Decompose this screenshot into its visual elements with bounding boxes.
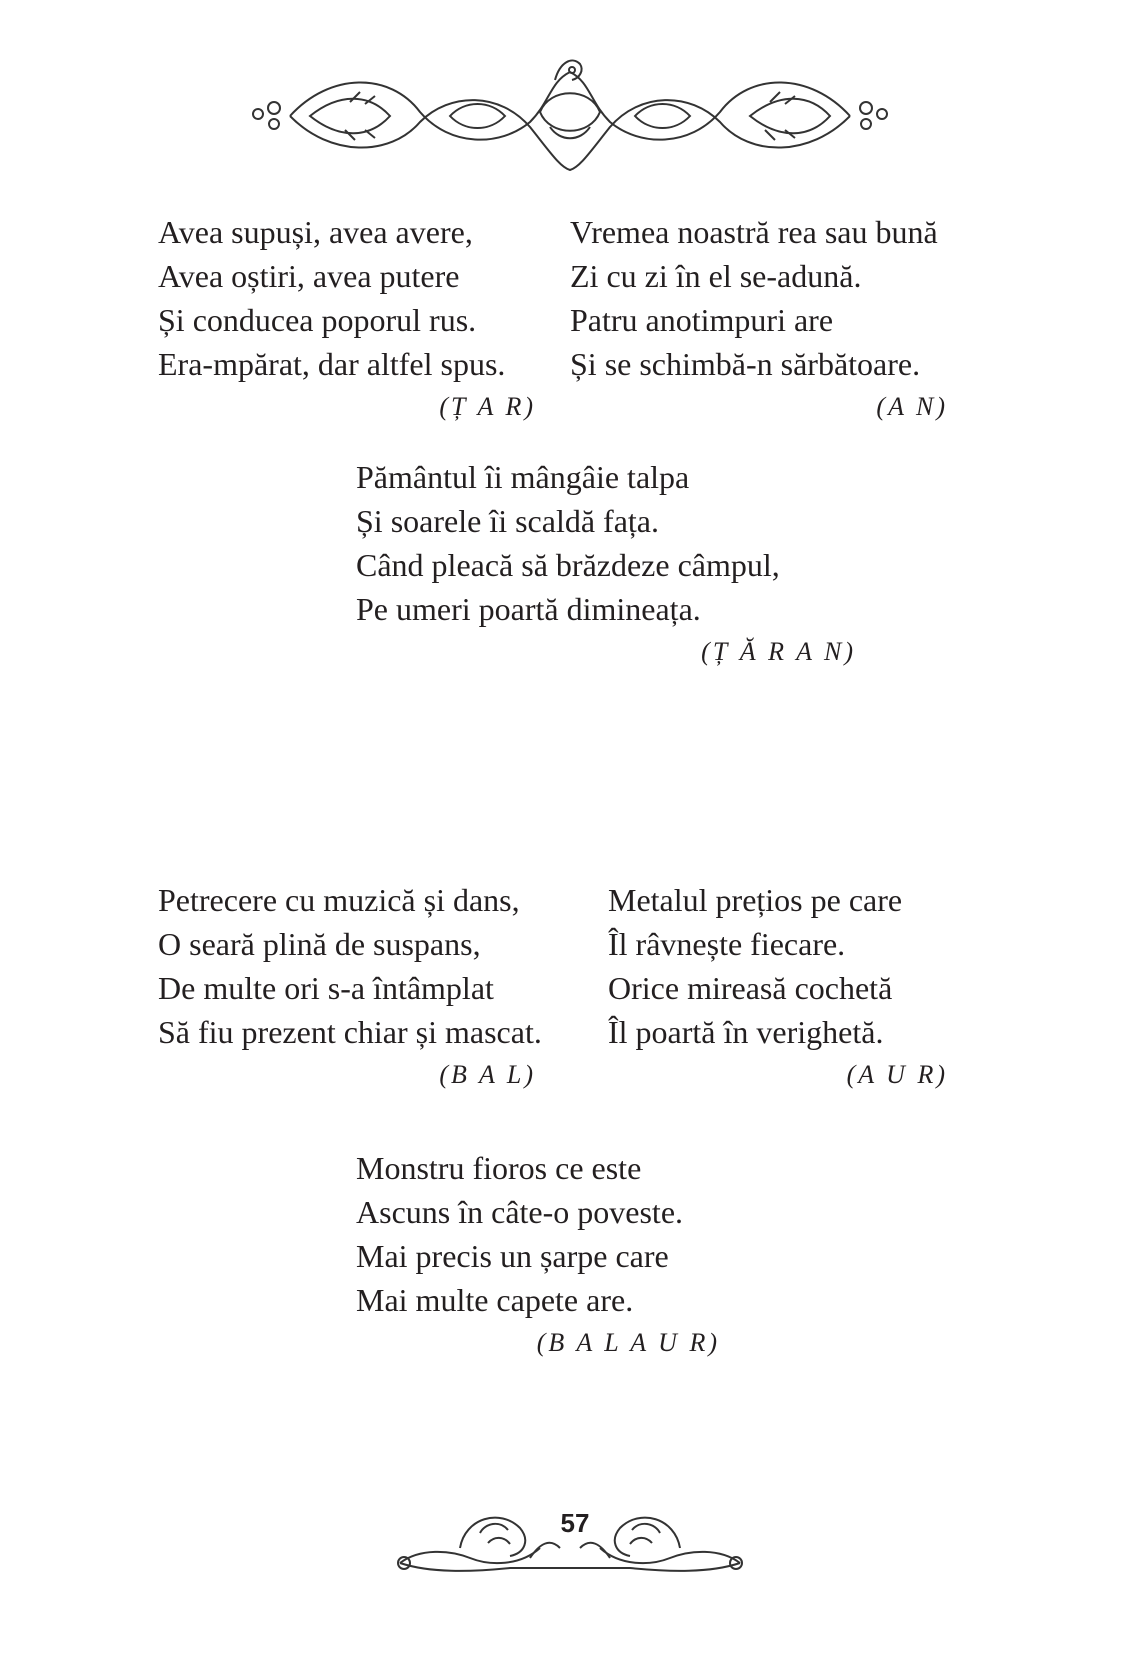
- riddle-line: Patru anotimpuri are: [570, 302, 834, 338]
- riddle-line: Avea oștiri, avea putere: [158, 258, 460, 294]
- page-number: 57: [560, 1508, 590, 1538]
- riddle-bal: [158, 878, 542, 1092]
- riddle-tar: [158, 210, 536, 424]
- riddle-balaur: [356, 1146, 720, 1360]
- riddle-answer: (Ț Ă R A N): [701, 637, 856, 666]
- riddle-line: Petrecere cu muzică și dans,: [158, 882, 520, 918]
- riddle-answer: (A U R): [846, 1060, 948, 1089]
- riddle-line: Mai precis un șarpe care: [356, 1238, 669, 1274]
- riddle-line: Când pleacă să brăzdeze câmpul,: [356, 547, 780, 583]
- riddle-line: Îl râvnește fiecare.: [608, 926, 846, 962]
- riddle-line: Pe umeri poartă dimineața.: [356, 591, 701, 627]
- riddle-an: [570, 210, 948, 424]
- riddle-line: De multe ori s-a întâmplat: [158, 970, 494, 1006]
- riddle-line: Îl poartă în verighetă.: [608, 1014, 884, 1050]
- riddle-line: Orice mireasă cochetă: [608, 970, 893, 1006]
- riddle-line: Și conducea poporul rus.: [158, 302, 477, 338]
- riddle-line: O seară plină de suspans,: [158, 926, 481, 962]
- riddle-answer: (Ț A R): [439, 392, 536, 421]
- riddle-answer: (A N): [876, 392, 948, 421]
- riddle-line: Avea supuși, avea avere,: [158, 214, 473, 250]
- riddle-line: Ascuns în câte-o poveste.: [356, 1194, 684, 1230]
- riddle-aur: [608, 878, 948, 1092]
- riddle-answer: (B A L A U R): [536, 1328, 720, 1357]
- riddle-line: Era-mpărat, dar altfel spus.: [158, 346, 506, 382]
- riddle-answer: (B A L): [439, 1060, 536, 1089]
- riddle-line: Mai multe capete are.: [356, 1282, 634, 1318]
- riddle-line: Monstru fioros ce este: [356, 1150, 642, 1186]
- riddle-line: Vremea noastră rea sau bună: [570, 214, 938, 250]
- riddle-taran: [356, 455, 856, 669]
- top-floral-ornament: [250, 52, 890, 182]
- riddle-line: Și soarele îi scaldă fața.: [356, 503, 659, 539]
- riddle-line: Zi cu zi în el se-adună.: [570, 258, 862, 294]
- riddle-line: Metalul prețios pe care: [608, 882, 903, 918]
- riddle-line: Și se schimbă-n sărbătoare.: [570, 346, 921, 382]
- riddle-line: Pământul îi mângâie talpa: [356, 459, 690, 495]
- riddle-line: Să fiu prezent chiar și mascat.: [158, 1014, 542, 1050]
